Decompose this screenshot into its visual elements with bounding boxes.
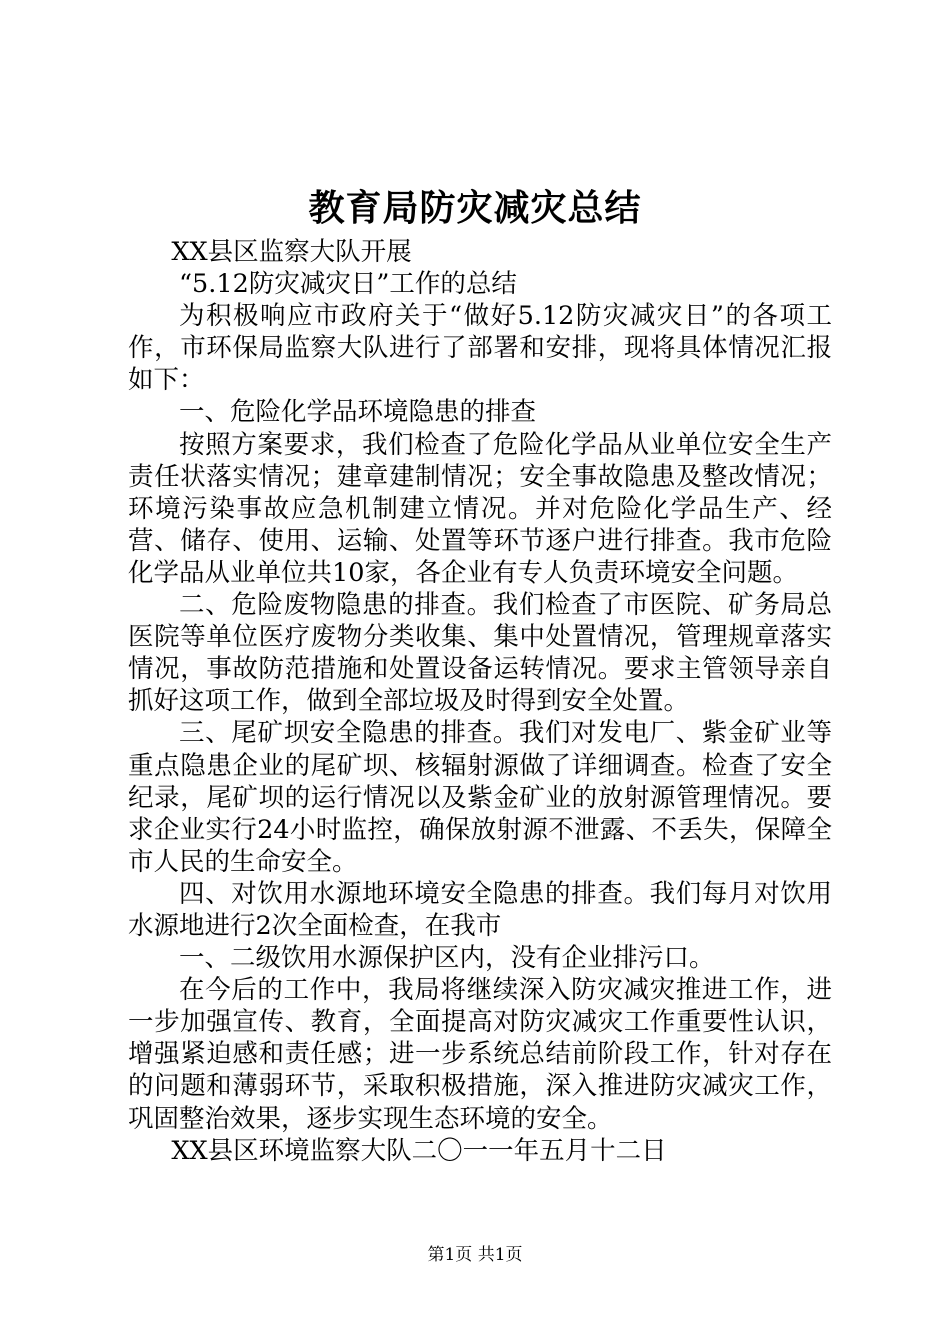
page-number: 第1页 共1页 bbox=[427, 1245, 523, 1265]
paragraph: 在今后的工作中，我局将继续深入防灾减灾推进工作，进一步加强宣传、教育，全面提高对防灾减灾工作重要性认识，增强紧迫感和责任感；进一步系统总结前阶段工作，针对存在的问题和薄弱环节，采取积极措施，深入推进防灾减灾工作，巩固整治效果，逐步实现生态环境的安全。 bbox=[128, 975, 832, 1134]
paragraph: 三、尾矿坝安全隐患的排查。我们对发电厂、紫金矿业等重点隐患企业的尾矿坝、核辐射源做了详细调查。检查了安全纪录，尾矿坝的运行情况以及紫金矿业的放射源管理情况。要求企业实行24小时监控，确保放射源不泄露、不丢失，保障全市人民的生命安全。 bbox=[128, 718, 832, 877]
paragraph: 为积极响应市政府关于“做好5.12防灾减灾日”的各项工作，市环保局监察大队进行了部署和安排，现将具体情况汇报如下： bbox=[128, 301, 832, 396]
paragraph: “5.12防灾减灾日”工作的总结 bbox=[179, 269, 517, 300]
signature-line: XX县区环境监察大队二〇一一年五月十二日 bbox=[171, 1135, 667, 1166]
paragraph: 四、对饮用水源地环境安全隐患的排查。我们每月对饮用水源地进行2次全面检查，在我市 bbox=[128, 878, 832, 941]
paragraph: 一、危险化学品环境隐患的排查 bbox=[179, 397, 537, 428]
paragraph: 二、危险废物隐患的排查。我们检查了市医院、矿务局总医院等单位医疗废物分类收集、集中处置情况，管理规章落实情况，事故防范措施和处置设备运转情况。要求主管领导亲自抓好这项工作，做到全部垃圾及时得到安全处置。 bbox=[128, 590, 832, 717]
paragraph: 一、二级饮用水源保护区内，没有企业排污口。 bbox=[179, 943, 715, 974]
paragraph: 按照方案要求，我们检查了危险化学品从业单位安全生产责任状落实情况；建章建制情况；安全事故隐患及整改情况；环境污染事故应急机制建立情况。并对危险化学品生产、经营、储存、使用、运输、处置等环节逐户进行排查。我市危险化学品从业单位共10家，各企业有专人负责环境安全问题。 bbox=[128, 429, 832, 588]
document-body bbox=[128, 236, 832, 1167]
paragraph: XX县区监察大队开展 bbox=[171, 237, 412, 267]
document-title: 教育局防灾减灾总结 bbox=[308, 187, 642, 229]
